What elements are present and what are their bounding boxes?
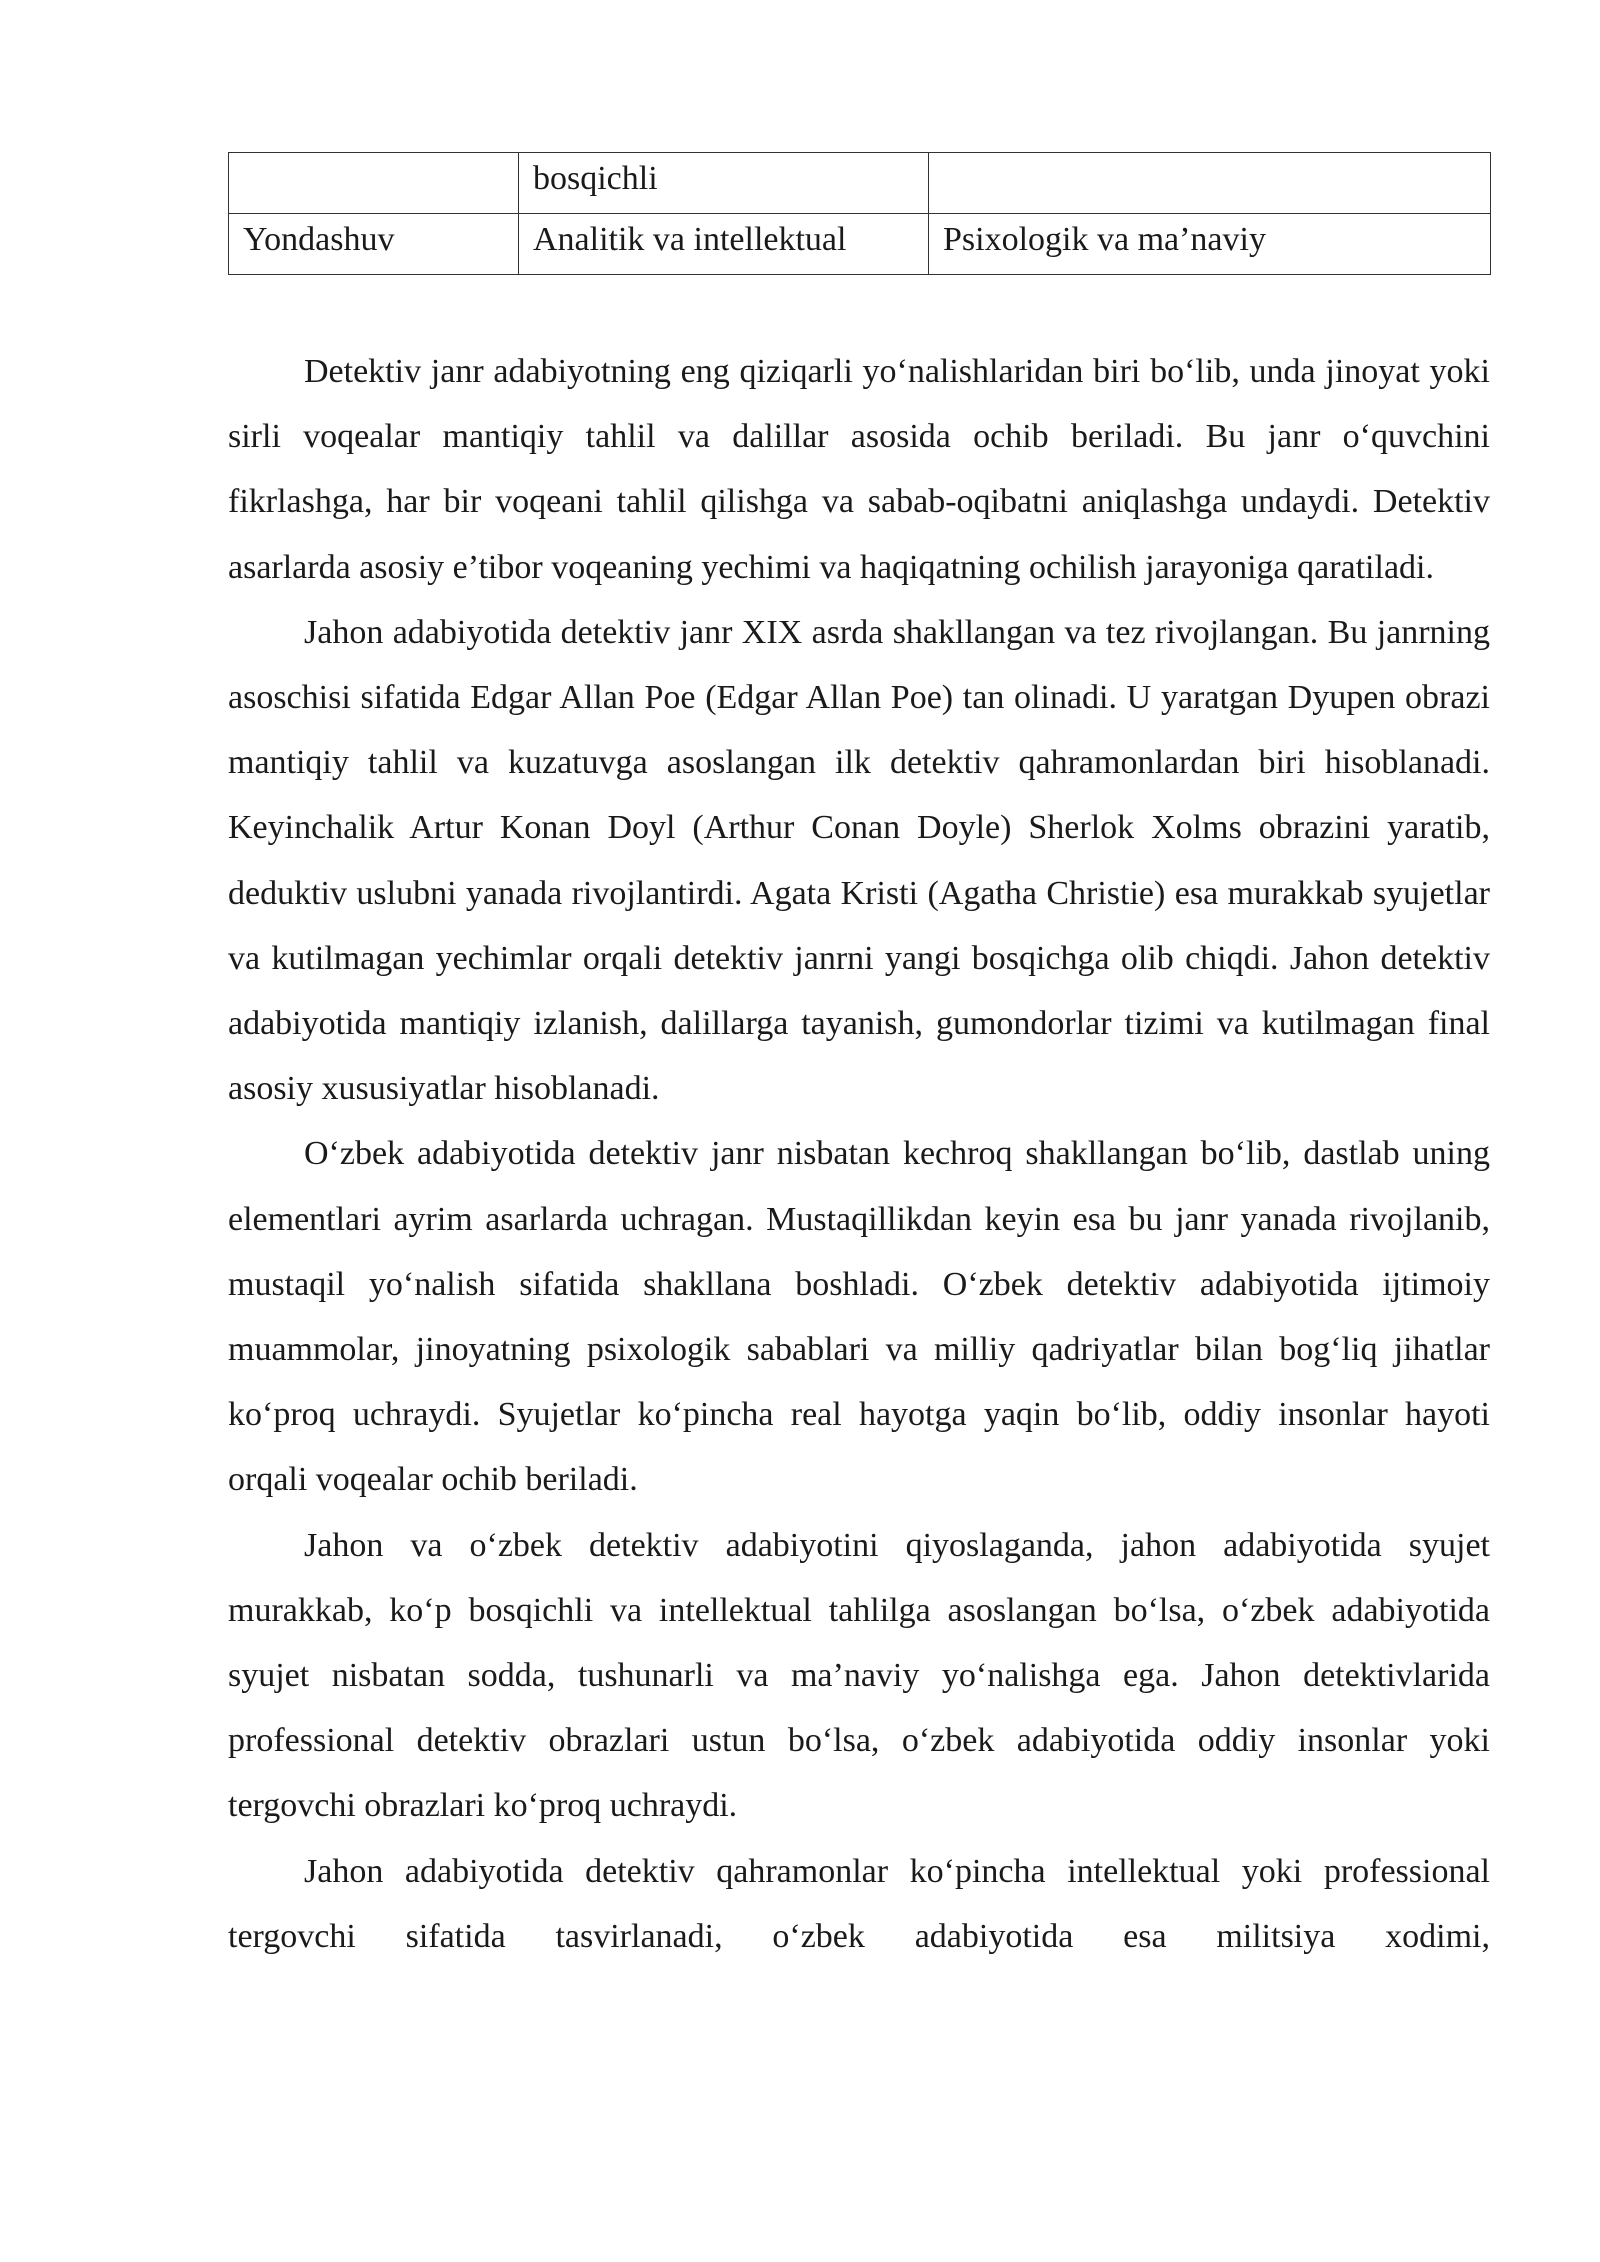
paragraph: O‘zbek adabiyotida detektiv janr nisbatan kechroq shakllangan bo‘lib, dastlab uning elementlari ayrim asarlarda uchragan. Mustaqillikdan keyin esa bu janr yanada rivojlanib, mustaqil yo‘nalish sifatida shakllana boshladi. O‘zbek detektiv adabiyotida ijtimoiy muammolar, jinoyatning psixologik sabablari va milliy qadriyatlar bilan bog‘liq jihatlar ko‘proq uchraydi. Syujetlar ko‘pincha real hayotga yaqin bo‘lib, oddiy insonlar hayoti orqali voqealar ochib beriladi.	[228, 1135, 1490, 1499]
table-cell: Yondashuv	[229, 214, 519, 275]
paragraph: Jahon adabiyotida detektiv qahramonlar ko‘pincha intellektual yoki professional tergovchi sifatida tasvirlanadi, o‘zbek adabiyotida esa militsiya xodimi,	[228, 1852, 1490, 1955]
table-cell	[229, 153, 519, 214]
table-cell: bosqichli	[519, 153, 929, 214]
document-page	[228, 152, 1490, 1969]
table-row	[229, 214, 1491, 275]
table-cell: Analitik va intellektual	[519, 214, 929, 275]
paragraph: Detektiv janr adabiyotning eng qiziqarli yo‘nalishlaridan biri bo‘lib, unda jinoyat yoki sirli voqealar mantiqiy tahlil va dalillar asosida ochib beriladi. Bu janr o‘quvchini fikrlashga, har bir voqeani tahlil qilishga va sabab-oqibatni aniqlashga undaydi. Detektiv asarlarda asosiy e’tibor voqeaning yechimi va haqiqatning ochilish jarayoniga qaratiladi.	[228, 353, 1490, 586]
comparison-table	[228, 152, 1491, 275]
table-row	[229, 153, 1491, 214]
table-cell	[929, 153, 1491, 214]
paragraph: Jahon va o‘zbek detektiv adabiyotini qiyoslaganda, jahon adabiyotida syujet murakkab, ko‘p bosqichli va intellektual tahlilga asoslangan bo‘lsa, o‘zbek adabiyotida syujet nisbatan sodda, tushunarli va ma’naviy yo‘nalishga ega. Jahon detektivlarida professional detektiv obrazlari ustun bo‘lsa, o‘zbek adabiyotida oddiy insonlar yoki tergovchi obrazlari ko‘proq uchraydi.	[228, 1526, 1490, 1825]
body-text	[228, 339, 1490, 1969]
paragraph: Jahon adabiyotida detektiv janr XIX asrda shakllangan va tez rivojlangan. Bu janrning asoschisi sifatida Edgar Allan Poe (Edgar Allan Poe) tan olinadi. U yaratgan Dyupen obrazi mantiqiy tahlil va kuzatuvga asoslangan ilk detektiv qahramonlardan biri hisoblanadi. Keyinchalik Artur Konan Doyl (Arthur Conan Doyle) Sherlok Xolms obrazini yaratib, deduktiv uslubni yanada rivojlantirdi. Agata Kristi (Agatha Christie) esa murakkab syujetlar va kutilmagan yechimlar orqali detektiv janrni yangi bosqichga olib chiqdi. Jahon detektiv adabiyotida mantiqiy izlanish, dalillarga tayanish, gumondorlar tizimi va kutilmagan final asosiy xususiyatlar hisoblanadi.	[228, 613, 1490, 1108]
table-cell: Psixologik va ma’naviy	[929, 214, 1491, 275]
